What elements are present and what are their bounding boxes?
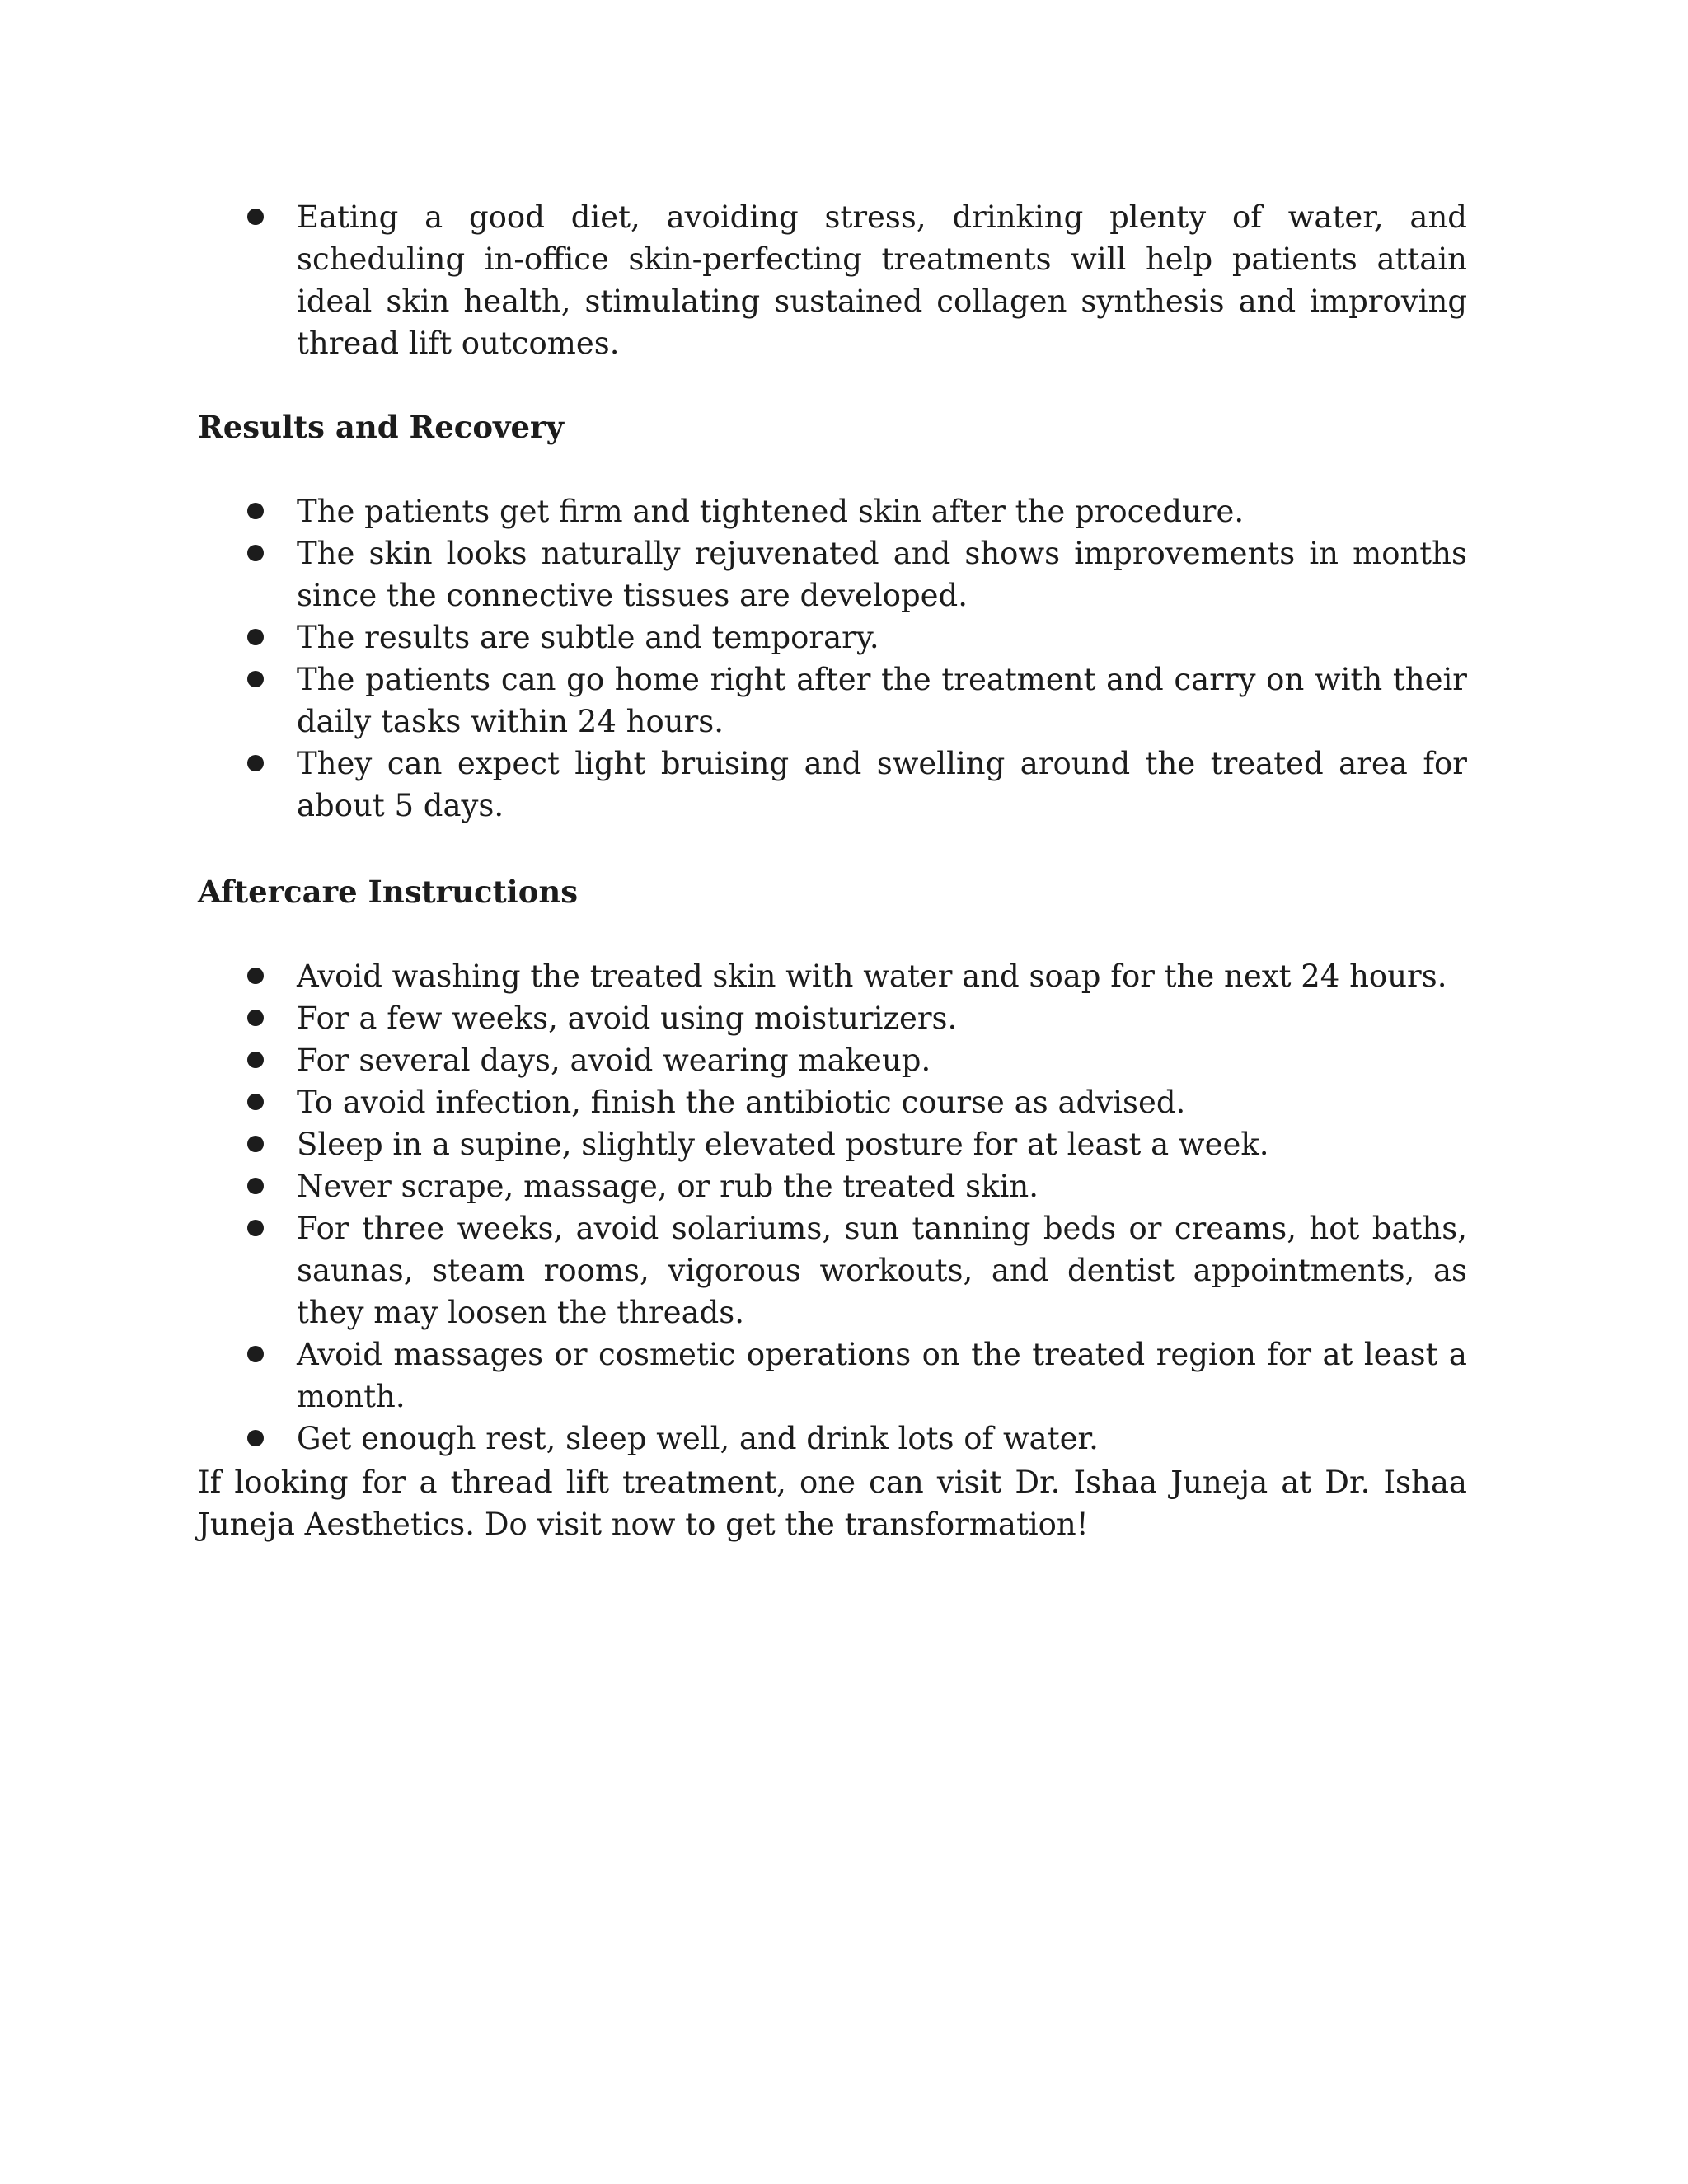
bullet-icon <box>247 1346 264 1362</box>
list-item <box>198 1207 1467 1333</box>
list-item-text: For three weeks, avoid solariums, sun tanning beds or creams, hot baths, saunas, steam rooms, vigorous workouts, and dentist appointments, as they may loosen the threads. <box>297 1211 1467 1330</box>
list-item-text: Get enough rest, sleep well, and drink lots of water. <box>297 1421 1099 1456</box>
list-item-text: Sleep in a supine, slightly elevated posture for at least a week. <box>297 1127 1269 1162</box>
list-item <box>198 955 1467 997</box>
intro-bullet-list <box>198 196 1467 364</box>
results-bullet-list <box>198 490 1467 827</box>
list-item <box>198 1333 1467 1418</box>
bullet-icon <box>247 629 264 645</box>
bullet-icon <box>247 1430 264 1446</box>
bullet-icon <box>247 1052 264 1068</box>
list-item <box>198 490 1467 532</box>
list-item <box>198 1081 1467 1123</box>
bullet-icon <box>247 968 264 984</box>
list-item <box>198 532 1467 616</box>
list-item <box>198 743 1467 827</box>
aftercare-bullet-list <box>198 955 1467 1460</box>
list-item-text: For several days, avoid wearing makeup. <box>297 1043 931 1078</box>
bullet-icon <box>247 1220 264 1236</box>
list-item <box>198 1165 1467 1207</box>
list-item <box>198 997 1467 1039</box>
list-item-text: To avoid infection, finish the antibiotic course as advised. <box>297 1085 1186 1120</box>
list-item-text: Eating a good diet, avoiding stress, drinking plenty of water, and scheduling in-office skin-perfecting treatments will help patients attain ideal skin health, stimulating sustained collagen synthesis and improving thread lift outcomes. <box>297 199 1467 361</box>
list-item <box>198 1039 1467 1081</box>
bullet-icon <box>247 1010 264 1026</box>
list-item-text: The patients get firm and tightened skin after the procedure. <box>297 494 1245 529</box>
bullet-icon <box>247 545 264 561</box>
list-item-text: The results are subtle and temporary. <box>297 620 879 655</box>
list-item <box>198 1123 1467 1165</box>
section-heading-aftercare: Aftercare Instructions <box>198 874 579 910</box>
list-item <box>198 658 1467 743</box>
bullet-icon <box>247 503 264 519</box>
list-item-text: They can expect light bruising and swelling around the treated area for about 5 days. <box>297 746 1467 823</box>
section-heading-results: Results and Recovery <box>198 409 565 445</box>
list-item-text: The patients can go home right after the treatment and carry on with their daily tasks within 24 hours. <box>297 662 1467 739</box>
list-item-text: Avoid massages or cosmetic operations on the treated region for at least a month. <box>297 1337 1467 1414</box>
list-item <box>198 196 1467 364</box>
bullet-icon <box>247 1136 264 1152</box>
bullet-icon <box>247 209 264 225</box>
list-item-text: For a few weeks, avoid using moisturizers. <box>297 1001 958 1036</box>
bullet-icon <box>247 755 264 771</box>
bullet-icon <box>247 671 264 687</box>
bullet-icon <box>247 1094 264 1110</box>
list-item-text: Avoid washing the treated skin with water and soap for the next 24 hours. <box>297 958 1447 994</box>
closing-paragraph: If looking for a thread lift treatment, one can visit Dr. Ishaa Juneja at Dr. Ishaa Juneja Aesthetics. Do visit now to get the transformation! <box>198 1465 1467 1542</box>
list-item-text: The skin looks naturally rejuvenated and shows improvements in months since the connective tissues are developed. <box>297 536 1467 613</box>
list-item <box>198 616 1467 658</box>
list-item-text: Never scrape, massage, or rub the treated skin. <box>297 1169 1039 1204</box>
bullet-icon <box>247 1178 264 1194</box>
list-item <box>198 1418 1467 1460</box>
